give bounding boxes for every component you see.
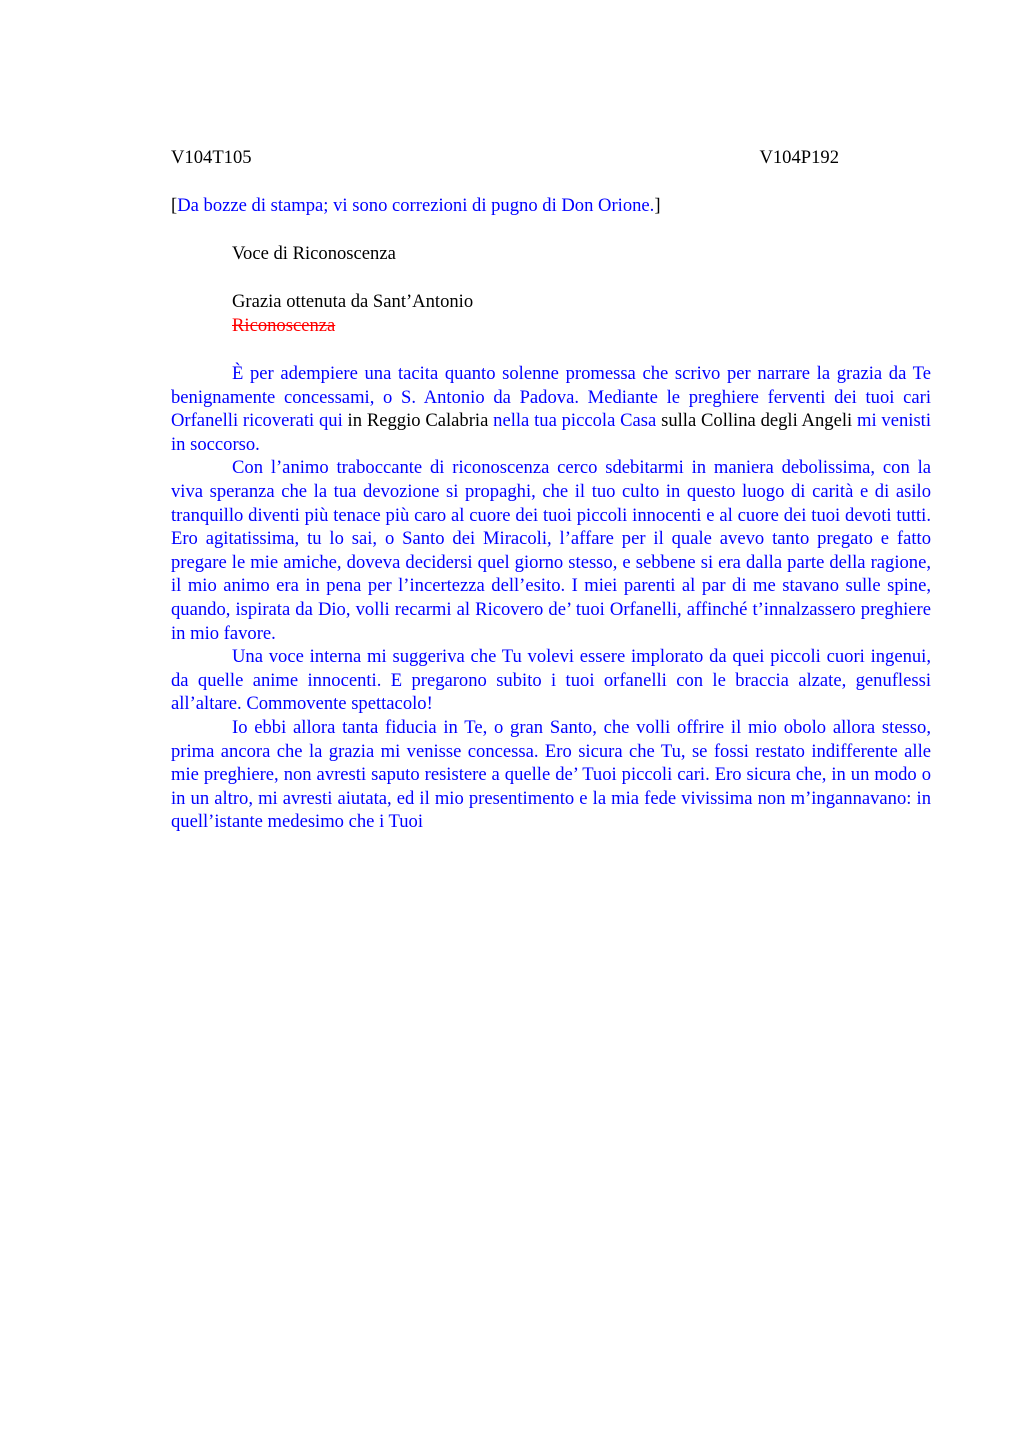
note-text: Da bozze di stampa; vi sono correzioni di pugno di Don Orione. <box>177 195 655 216</box>
paragraph-3: Una voce interna mi suggeriva che Tu volevi essere implorato da quei piccoli cuori ingenui, da quelle anime innocenti. E pregarono subito i tuoi orfanelli con le braccia alzate, genuflessi all’altare. Commovente spettacolo! <box>171 646 931 715</box>
title-voice: Voce di Riconoscenza <box>232 243 396 264</box>
title-struck-deletion: Riconoscenza <box>232 315 336 336</box>
paragraph-1-part-c: nella tua piccola Casa <box>493 410 657 432</box>
title-grace: Grazia ottenuta da Sant’Antonio <box>232 291 474 312</box>
paragraph-1 <box>171 362 931 456</box>
paragraph-1-part-d: sulla Collina degli Angeli <box>656 410 857 432</box>
document-page <box>171 146 931 834</box>
paragraph-4: Io ebbi allora tanta fiducia in Te, o gran Santo, che volli offrire il mio obolo allora stesso, prima ancora che la grazia mi venisse concessa. Ero sicura che Tu, se fossi restato indifferente alle mie preghiere, non avresti saputo resistere a quelle de’ Tuoi piccoli cari. Ero sicura che, in un modo o in un altro, mi avresti aiutata, ed il mio presentimento e la mia fede vivissima non m’ingannavano: in quell’istante medesimo che i Tuoi <box>171 716 931 833</box>
paragraph-1-part-a: È per adempiere una tacita quanto solenne promessa che scrivo per narrare la grazia da Te benignamente concessami, o S. Antonio da Padova. Mediante le preghiere ferventi dei tuoi cari Orfanelli ricoverati qui <box>171 363 931 432</box>
paragraph-1-part-e: mi venisti in soccorso. <box>171 410 932 455</box>
note-open-bracket: [ <box>171 195 178 216</box>
header-row <box>171 146 839 170</box>
editorial-note <box>171 194 931 218</box>
note-close-bracket: ] <box>654 195 661 216</box>
paragraph-2: Con l’animo traboccante di riconoscenza cerco sdebitarmi in maniera debolissima, con la viva speranza che la tua devozione si propaghi, che il tuo culto in questo luogo di carità e di asilo tranquillo diventi più tenace più caro al cuore dei tuoi piccoli innocenti e al cuore dei tuoi devoti tutti. Ero agitatissima, tu lo sai, o Santo dei Miracoli, l’affare per il quale avevo tanto pregato e fatto pregare le mie amiche, doveva decidersi quel giorno stesso, e sebbene si era dalla parte della ragione, il mio animo era in pena per l’incertezza dell’esito. I miei parenti al par di me stavano sulle spine, quando, ispirata da Dio, volli recarmi al Ricovero de’ tuoi Orfanelli, affinché t’innalzassero preghiere in mio favore. <box>171 457 931 644</box>
document-code-right: V104P192 <box>759 147 839 168</box>
body-text <box>171 362 931 834</box>
paragraph-1-part-b: in Reggio Calabria <box>342 410 494 432</box>
document-code-left: V104T105 <box>171 147 252 168</box>
